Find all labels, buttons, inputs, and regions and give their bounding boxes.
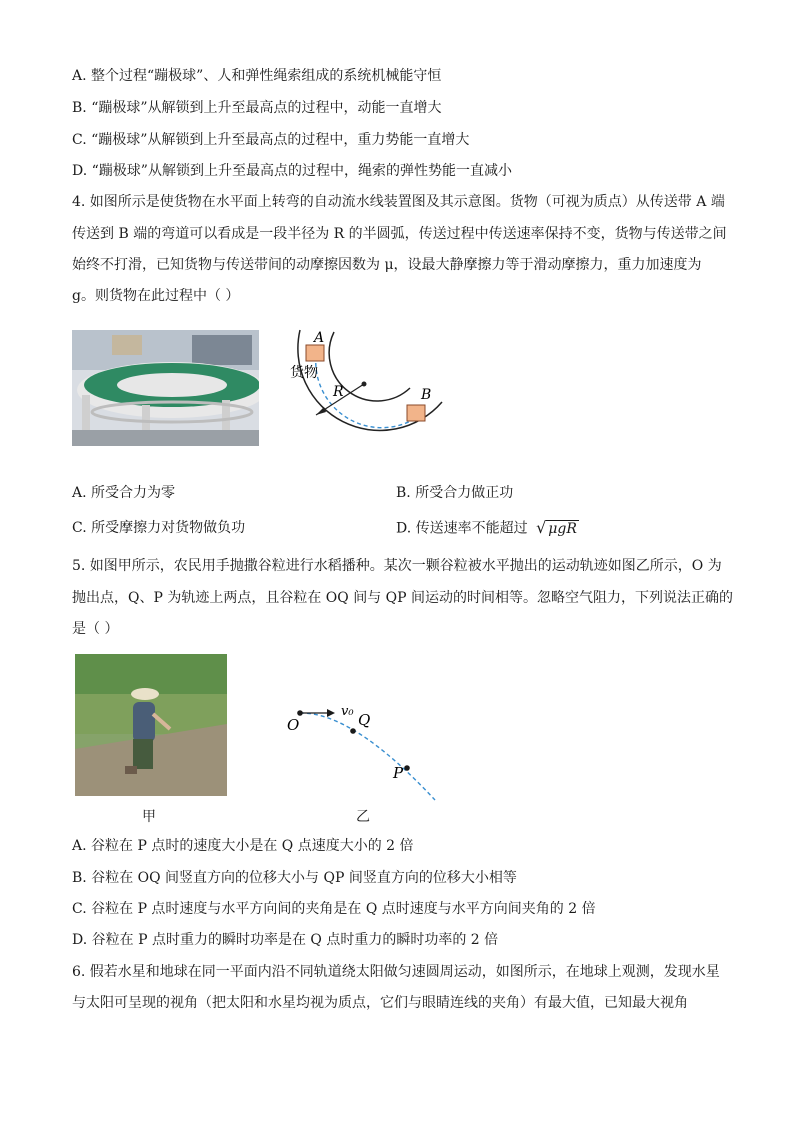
label-b: B: [421, 387, 432, 403]
q4-option-d-text: D. 传送速率不能超过: [396, 520, 528, 537]
sqrt-expression: √ μgR: [536, 518, 577, 537]
farmer-photo: [75, 654, 227, 796]
label-o: O: [287, 716, 300, 734]
label-q: Q: [358, 711, 371, 729]
figure-a-caption: 甲: [142, 809, 156, 825]
q6-stem-line2: 与太阳可呈现的视角（把太阳和水星均视为质点，它们与眼睛连线的夹角）有最大值，已知最大视角: [72, 995, 688, 1011]
q5-option-c: C. 谷粒在 P 点时速度与水平方向间的夹角是在 Q 点时速度与水平方向间夹角的 2 倍: [72, 901, 596, 917]
point-p: [404, 765, 410, 771]
q4-option-b: B. 所受合力做正功: [396, 485, 514, 501]
q5-stem-line2: 抛出点，Q、P 为轨迹上两点，且谷粒在 OQ 间与 QP 间运动的时间相等。忽略空气阻力，下列说法正确的: [72, 590, 733, 606]
q5-option-a: A. 谷粒在 P 点时的速度大小是在 Q 点速度大小的 2 倍: [72, 838, 414, 854]
q5-option-d: D. 谷粒在 P 点时重力的瞬时功率是在 Q 点时重力的瞬时功率的 2 倍: [72, 932, 499, 948]
q4-stem-line2: 传送到 B 端的弯道可以看成是一段半径为 R 的半圆弧，传送过程中传送速率保持不变，货物与传送带之间: [72, 226, 727, 242]
label-r: R: [333, 384, 344, 400]
point-q: [350, 728, 356, 734]
cargo-box-b: [407, 405, 425, 421]
figure-b-caption: 乙: [356, 809, 370, 825]
q5-option-b: B. 谷粒在 OQ 间竖直方向的位移大小与 QP 间竖直方向的位移大小相等: [72, 870, 517, 886]
point-o: [297, 710, 303, 716]
sqrt-radicand: μgR: [548, 521, 577, 537]
q3-option-c: C. “蹦极球”从解锁到上升至最高点的过程中，重力势能一直增大: [72, 132, 470, 148]
q5-stem-line3: 是（ ）: [72, 621, 119, 637]
q6-stem-line1: 6. 假若水星和地球在同一平面内沿不同轨道绕太阳做匀速圆周运动，如图所示，在地球上观测，发现水星: [72, 964, 720, 980]
q4-stem-line3: 始终不打滑，已知货物与传送带间的动摩擦因数为 μ，设最大静摩擦力等于滑动摩擦力，重力加速度为: [72, 257, 702, 273]
label-goods: 货物: [290, 365, 318, 381]
q4-stem-line4: g。则货物在此过程中（ ）: [72, 288, 240, 304]
q4-option-d: [396, 518, 579, 539]
q4-option-c: C. 所受摩擦力对货物做负功: [72, 520, 246, 536]
trajectory-diagram: [283, 696, 443, 804]
label-v0: v₀: [341, 704, 354, 719]
label-a: A: [314, 330, 325, 346]
conveyor-photo: [72, 330, 259, 446]
q3-option-b: B. “蹦极球”从解锁到上升至最高点的过程中，动能一直增大: [72, 100, 442, 116]
label-p: P: [393, 764, 404, 782]
q4-stem-line1: 4. 如图所示是使货物在水平面上转弯的自动流水线装置图及其示意图。货物（可视为质点）从传送带 A 端: [72, 194, 725, 210]
q4-option-a: A. 所受合力为零: [72, 485, 176, 501]
conveyor-schematic: [282, 322, 452, 464]
velocity-arrowhead: [327, 709, 335, 717]
q3-option-d: D. “蹦极球”从解锁到上升至最高点的过程中，绳索的弹性势能一直减小: [72, 163, 512, 179]
cargo-box-a: [306, 345, 324, 361]
q3-option-a: A. 整个过程“蹦极球”、人和弹性绳索组成的系统机械能守恒: [72, 68, 442, 84]
q5-stem-line1: 5. 如图甲所示，农民用手抛撒谷粒进行水稻播种。某次一颗谷粒被水平抛出的运动轨迹如图乙所示，O 为: [72, 558, 722, 574]
